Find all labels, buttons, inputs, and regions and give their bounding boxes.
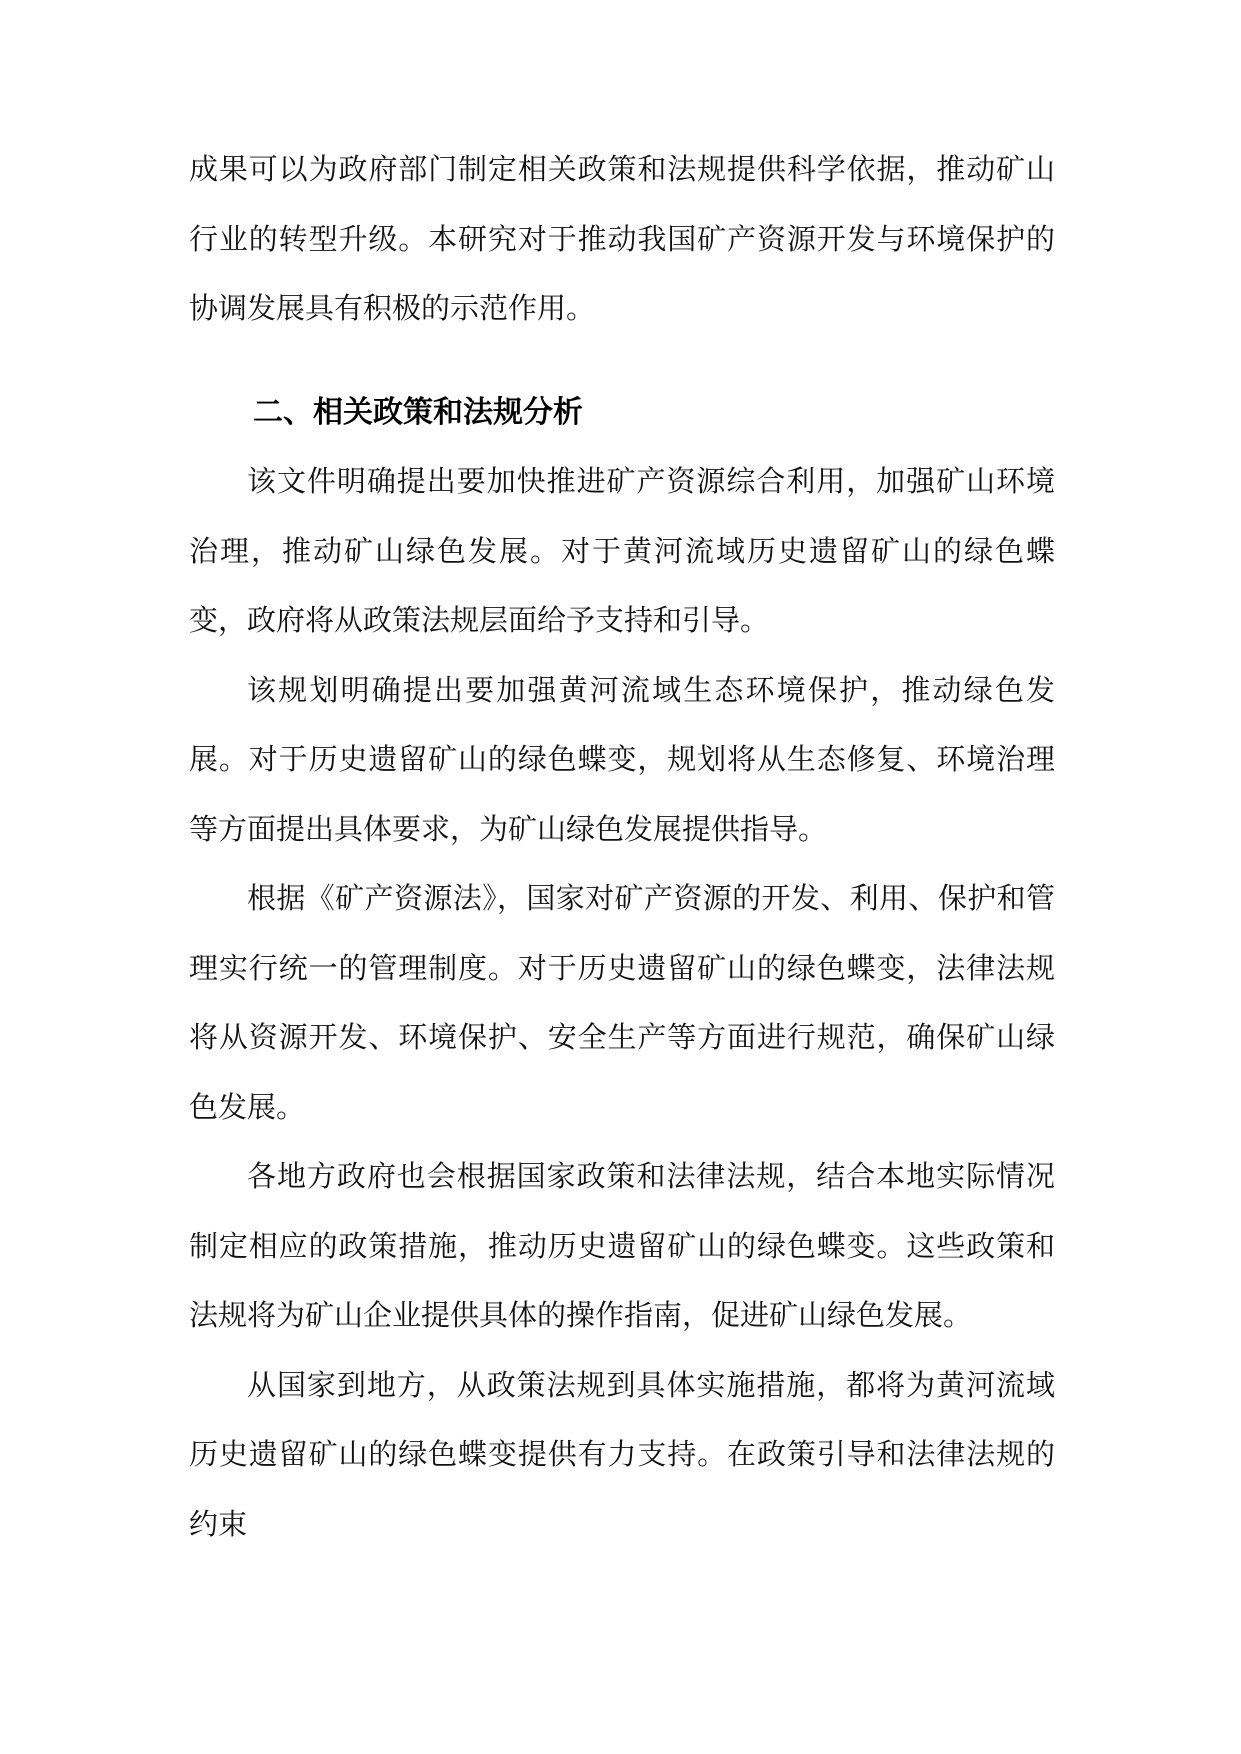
document-body [189, 135, 1055, 1559]
paragraph-5: 从国家到地方，从政策法规到具体实施措施，都将为黄河流域历史遗留矿山的绿色蝶变提供有力支持。在政策引导和法律法规的约束 [189, 1367, 1055, 1541]
paragraph-3: 根据《矿产资源法》，国家对矿产资源的开发、利用、保护和管理实行统一的管理制度。对于历史遗留矿山的绿色蝶变，法律法规将从资源开发、环境保护、安全生产等方面进行规范，确保矿山绿色发展。 [189, 881, 1055, 1124]
paragraph-2: 该规划明确提出要加强黄河流域生态环境保护，推动绿色发展。对于历史遗留矿山的绿色蝶变，规划将从生态修复、环境治理等方面提出具体要求，为矿山绿色发展提供指导。 [189, 672, 1055, 846]
intro-paragraph: 成果可以为政府部门制定相关政策和法规提供科学依据，推动矿山行业的转型升级。本研究对于推动我国矿产资源开发与环境保护的协调发展具有积极的示范作用。 [189, 152, 1055, 325]
section-heading: 二、相关政策和法规分析 [253, 394, 583, 430]
paragraph-4: 各地方政府也会根据国家政策和法律法规，结合本地实际情况制定相应的政策措施，推动历史遗留矿山的绿色蝶变。这些政策和法规将为矿山企业提供具体的操作指南，促进矿山绿色发展。 [189, 1159, 1055, 1332]
paragraph-1: 该文件明确提出要加快推进矿产资源综合利用，加强矿山环境治理，推动矿山绿色发展。对于黄河流域历史遗留矿山的绿色蝶变，政府将从政策法规层面给予支持和引导。 [189, 464, 1055, 637]
